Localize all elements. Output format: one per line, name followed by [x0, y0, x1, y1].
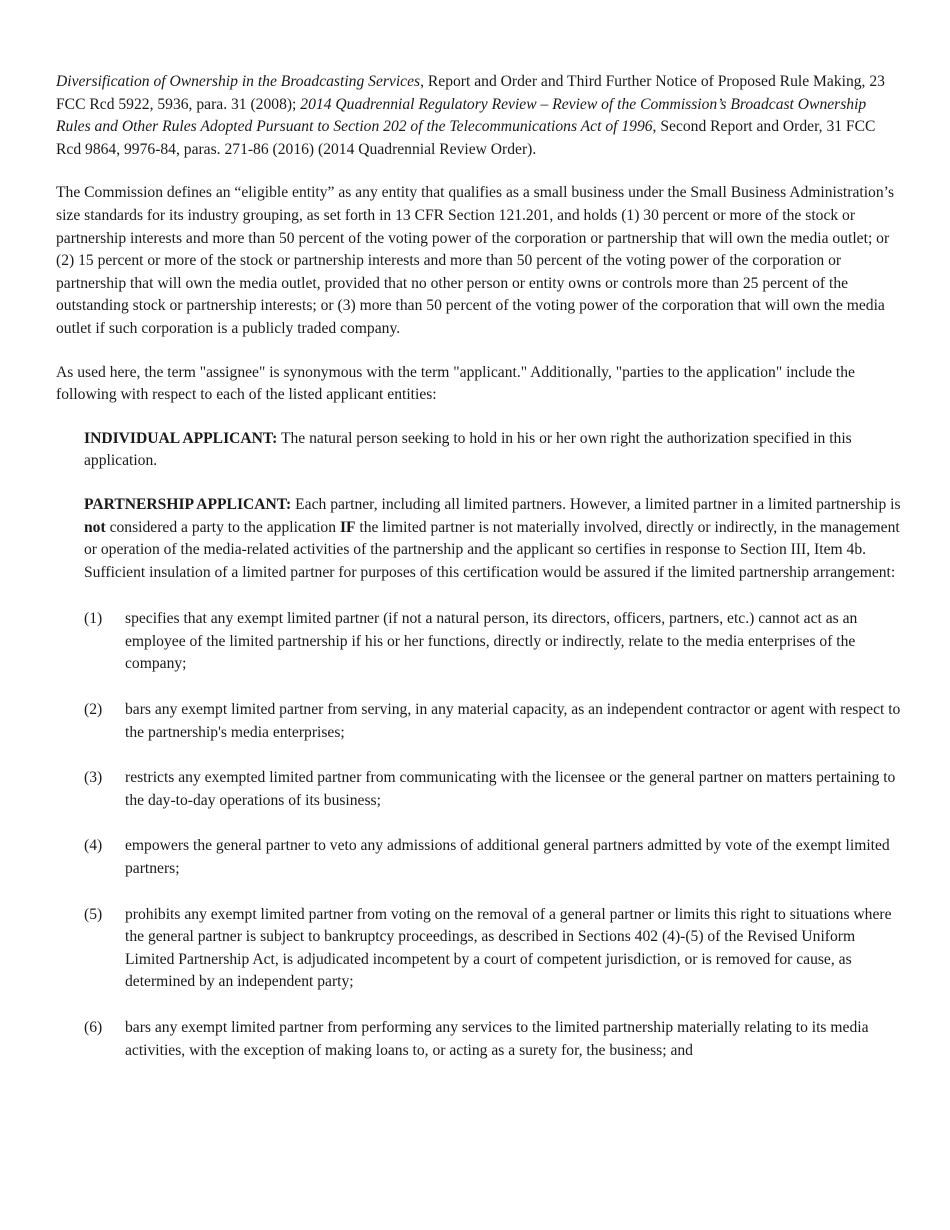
eligible-entity-paragraph: The Commission defines an “eligible entity” as any entity that qualifies as a small business under the Small Business Administration’s size standards for its industry grouping, as set forth in 13 CFR Section 121.201, and holds (1) 30 percent or more of the stock or partnership interests and more than 50 percent of the voting power of the corporation or partnership that will own the media outlet; or (2) 15 percent or more of the stock or partnership interests and more than 50 percent of the voting power of the corporation or partnership that will own the media outlet, provided that no other person or entity owns or controls more than 25 percent of the outstanding stock or partnership interests; or (3) more than 50 percent of the voting power of the corporation that will own the media outlet if such corporation is a publicly traded company.	[56, 184, 895, 337]
list-item	[84, 904, 901, 994]
partnership-applicant-paragraph	[84, 494, 901, 584]
list-item	[84, 835, 901, 880]
citation-title-1: Diversification of Ownership in the Broadcasting Services	[56, 73, 421, 90]
document-page	[56, 71, 901, 1085]
partnership-text-2: considered a party to the application	[105, 518, 340, 536]
list-item-number: (3)	[84, 769, 103, 787]
individual-applicant-text: The natural person seeking to hold in his or her own right the authorization specified in this application.	[84, 429, 852, 470]
partnership-applicant-label: PARTNERSHIP APPLICANT:	[84, 495, 292, 513]
list-item	[84, 699, 901, 744]
list-item-text: specifies that any exempt limited partner (if not a natural person, its directors, officers, partners, etc.) cannot act as an employee of the limited partnership if his or her functions, directly or indirectly, relate to the media enterprises of the company;	[125, 610, 858, 673]
partnership-text-1: Each partner, including all limited partners. However, a limited partner in a limited partnership is	[291, 495, 901, 513]
list-item-text: bars any exempt limited partner from serving, in any material capacity, as an independent contractor or agent with respect to the partnership's media enterprises;	[125, 701, 901, 741]
list-item	[84, 1017, 901, 1062]
list-item	[84, 608, 901, 676]
partnership-text-3: the limited partner is not materially involved, directly or indirectly, in the management or operation of the media-related activities of the partnership and the applicant so certifies in response to Section III, Item 4b. Sufficient insulation of a limited partner for purposes of this certification would be assured if the limited partnership arrangement:	[84, 518, 900, 581]
list-item-number: (2)	[84, 701, 103, 719]
list-item-text: restricts any exempted limited partner from communicating with the licensee or the general partner on matters pertaining to the day-to-day operations of its business;	[125, 769, 896, 809]
citation-paragraph	[56, 71, 901, 161]
list-item-number: (5)	[84, 905, 103, 923]
list-item-text: prohibits any exempt limited partner from voting on the removal of a general partner or limits this right to situations where the general partner is subject to bankruptcy proceedings, as described in Sections 402 (4)-(5) of the Revised Uniform Limited Partnership Act, is adjudicated incompetent by a court of competent jurisdiction, or is removed for cause, as determined by an independent party;	[125, 905, 892, 991]
citation-title-2: 2014 Quadrennial Regulatory Review – Review of the Commission’s Broadcast Ownership Rules and Other Rules Adopted Pursuant to Section 202 of the Telecommunications Act of 1996	[56, 95, 867, 136]
list-item	[84, 767, 901, 812]
partnership-if-emphasis: IF	[339, 518, 356, 536]
partnership-not-emphasis: not	[84, 518, 106, 536]
citation-text-2: , Second Report and Order, 31 FCC Rcd 9864, 9976-84, paras. 271-86 (2016) (2014 Quadrennial Review Order).	[56, 118, 876, 158]
list-item-number: (6)	[84, 1019, 103, 1036]
list-item-number: (4)	[84, 837, 103, 855]
list-item-text: bars any exempt limited partner from performing any services to the limited partnership materially relating to its media activities, with the exception of making loans to, or acting as a surety for, the business; and	[125, 1019, 869, 1059]
assignee-paragraph: As used here, the term "assignee" is synonymous with the term "applicant." Additionally, "parties to the application" include the following with respect to each of the listed applicant entities:	[56, 363, 855, 404]
list-item-text: empowers the general partner to veto any admissions of additional general partners admitted by vote of the exempt limited partners;	[125, 837, 890, 878]
list-item-number: (1)	[84, 610, 103, 628]
conditions-list	[84, 608, 901, 1062]
individual-applicant-paragraph	[84, 428, 901, 473]
citation-text-1: , Report and Order and Third Further Notice of Proposed Rule Making, 23 FCC Rcd 5922, 5936, para. 31 (2008);	[56, 73, 885, 113]
individual-applicant-label: INDIVIDUAL APPLICANT:	[84, 429, 278, 447]
